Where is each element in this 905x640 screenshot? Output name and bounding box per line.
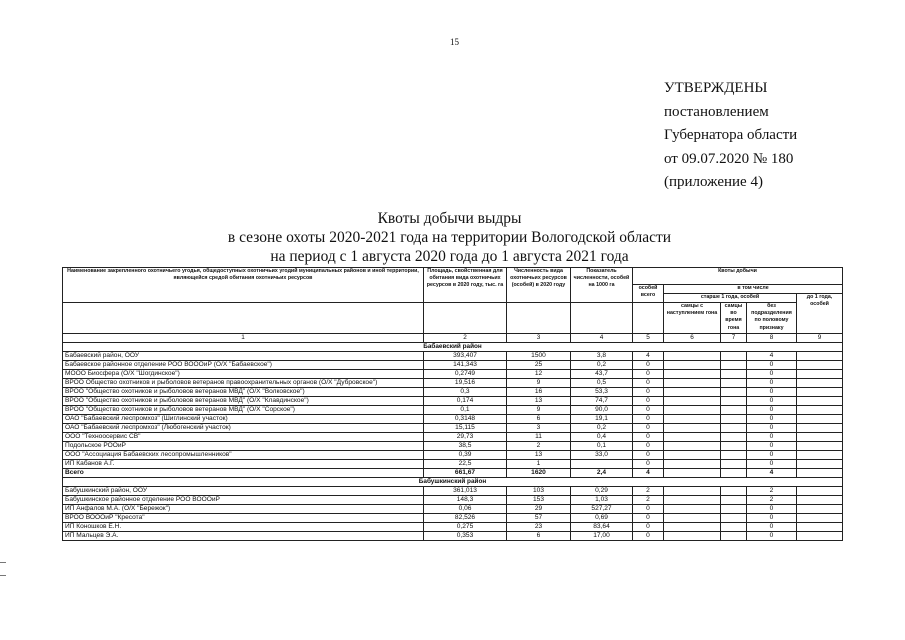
table-cell: ИП Кабанов А.Г. [63, 460, 424, 469]
section-title: Бабушкинский район [63, 478, 843, 487]
table-cell: 0 [747, 451, 797, 460]
table-cell [664, 442, 721, 451]
header-quota: Квоты добычи [633, 268, 843, 285]
table-cell [721, 523, 747, 532]
table-cell: ООО "Ассоциация Бабаевских лесопромышленников" [63, 451, 424, 460]
column-numbers-row [63, 334, 843, 343]
table-cell: 29 [507, 505, 571, 514]
table-cell: ВРОО "Общество охотников и рыболовов ветеранов МВД" (О/Х "Сорское") [63, 406, 424, 415]
table-cell: 393,407 [424, 352, 507, 361]
header-males-rut: самцы с наступлением гона [664, 303, 721, 334]
table-cell: 0 [747, 460, 797, 469]
table-cell [664, 352, 721, 361]
table-cell [664, 496, 721, 505]
table-cell [664, 460, 721, 469]
table-cell: 103 [507, 487, 571, 496]
table-cell [721, 379, 747, 388]
table-cell [797, 469, 843, 478]
header-no-sex: без подразделения по половому признаку [747, 303, 797, 334]
table-cell: 0,1 [424, 406, 507, 415]
table-cell [797, 406, 843, 415]
table-cell: 0 [633, 514, 664, 523]
table-cell: 0,353 [424, 532, 507, 541]
table-cell [797, 424, 843, 433]
page-number: 15 [450, 37, 459, 47]
table-cell [721, 388, 747, 397]
table-cell: 0 [633, 523, 664, 532]
table-cell: 74,7 [571, 397, 633, 406]
table-cell [721, 433, 747, 442]
approval-line: (приложение 4) [664, 174, 763, 190]
table-cell: ВРОО ВОООиР "Кресота" [63, 514, 424, 523]
table-cell: 0,5 [571, 379, 633, 388]
table-cell [797, 523, 843, 532]
table-cell: 0 [747, 415, 797, 424]
table-cell: 0 [747, 514, 797, 523]
table-cell: ВРОО Общество охотников и рыболовов ветеранов правоохранительных органов (О/Х "Дубровское") [63, 379, 424, 388]
header-density: Показатель численности, особей на 1000 га [571, 268, 633, 303]
table-cell: 43,7 [571, 370, 633, 379]
table-cell [664, 469, 721, 478]
table-cell: Бабушкинский район, ООУ [63, 487, 424, 496]
table-cell: 83,64 [571, 523, 633, 532]
table-cell: 4 [747, 469, 797, 478]
table-cell: 6 [664, 334, 721, 343]
table-cell: ООО "Техноосервис СВ" [63, 433, 424, 442]
table-cell: 0 [633, 406, 664, 415]
table-cell: 0 [633, 451, 664, 460]
table-cell [664, 361, 721, 370]
table-cell [797, 433, 843, 442]
table-row [63, 514, 843, 523]
table-cell [664, 523, 721, 532]
table-cell: 8 [747, 334, 797, 343]
table-cell: 19,1 [571, 415, 633, 424]
table-cell: Бабаевский район, ООУ [63, 352, 424, 361]
table-cell [721, 451, 747, 460]
header-males-season: самцы во время гона [721, 303, 747, 334]
table-cell: 0 [747, 379, 797, 388]
table-cell: 0,1 [571, 442, 633, 451]
approval-line: УТВЕРЖДЕНЫ [664, 80, 768, 96]
table-cell: 0,4 [571, 433, 633, 442]
table-cell: 3,8 [571, 352, 633, 361]
table-row [63, 433, 843, 442]
table-cell: 0 [633, 388, 664, 397]
table-cell [797, 487, 843, 496]
header-population: Численность вида охотничьих ресурсов (особей) в 2020 году [507, 268, 571, 303]
table-cell: ОАО "Бабаевский леспромхоз" (Любогенский участок) [63, 424, 424, 433]
table-cell [664, 415, 721, 424]
table-cell: 6 [507, 415, 571, 424]
table-cell: 17,00 [571, 532, 633, 541]
section-title: Бабаевский район [63, 343, 843, 352]
table-cell [664, 370, 721, 379]
table-cell [721, 361, 747, 370]
table-cell: 23 [507, 523, 571, 532]
table-cell: 0,06 [424, 505, 507, 514]
table-cell [797, 442, 843, 451]
header-older: старше 1 года, особей [664, 294, 797, 303]
table-cell: 0 [747, 532, 797, 541]
table-row [63, 487, 843, 496]
table-row [63, 370, 843, 379]
table-cell [797, 361, 843, 370]
table-row [63, 532, 843, 541]
table-cell: 2 [507, 442, 571, 451]
table-cell [797, 532, 843, 541]
table-cell [664, 487, 721, 496]
table-cell: 2 [424, 334, 507, 343]
table-cell: 3 [507, 334, 571, 343]
approval-block [664, 77, 797, 195]
table-cell: 57 [507, 514, 571, 523]
table-row [63, 451, 843, 460]
table-cell: 1500 [507, 352, 571, 361]
table-cell: МООО Биосфера (О/Х "Шогдинское") [63, 370, 424, 379]
table-cell: 1 [63, 334, 424, 343]
table-cell [664, 433, 721, 442]
table-row [63, 361, 843, 370]
table-cell [721, 415, 747, 424]
table-cell: 38,5 [424, 442, 507, 451]
table-cell [664, 505, 721, 514]
header-total: особей всего [633, 285, 664, 303]
table-cell: 12 [507, 370, 571, 379]
header-row [63, 303, 843, 334]
table-cell: Бабаевское районное отделение РОО ВОООиР (О/Х "Бабаевское") [63, 361, 424, 370]
table-cell: 11 [507, 433, 571, 442]
table-cell [664, 532, 721, 541]
table-cell: 1 [507, 460, 571, 469]
table-cell: 0 [633, 361, 664, 370]
table-cell: 0 [747, 397, 797, 406]
table-cell: 0 [633, 370, 664, 379]
approval-line: от 09.07.2020 № 180 [664, 150, 794, 167]
table-cell [721, 514, 747, 523]
table-cell: ИП Анфалов М.А. (О/Х "Бережок") [63, 505, 424, 514]
header-under1: до 1 года, особей [797, 294, 843, 334]
table-cell [721, 496, 747, 505]
table-cell: Всего [63, 469, 424, 478]
table-cell: 90,0 [571, 406, 633, 415]
header-name: Наименование закрепленного охотничьего угодья, общедоступных охотничьих угодий муниципальных районов и иной территории, являющейся средой обитания охотничьих ресурсов [63, 268, 424, 303]
table-cell: ВРОО "Общество охотников и рыболовов ветеранов МВД" (О/Х "Клавдинское") [63, 397, 424, 406]
table-row [63, 388, 843, 397]
table-cell [664, 424, 721, 433]
table-cell: 0 [633, 532, 664, 541]
table-row [63, 460, 843, 469]
table-row [63, 523, 843, 532]
table-cell: 0 [747, 406, 797, 415]
scan-edge-mark [0, 562, 6, 576]
document-period: на период с 1 августа 2020 года до 1 августа 2021 года [270, 248, 629, 265]
table-cell: 9 [507, 379, 571, 388]
header-row [63, 268, 843, 285]
table-cell [721, 406, 747, 415]
table-cell: 0,69 [571, 514, 633, 523]
table-cell [797, 397, 843, 406]
table-cell: 0 [747, 424, 797, 433]
table-cell: 0 [747, 361, 797, 370]
table-cell: 0,275 [424, 523, 507, 532]
table-cell [797, 460, 843, 469]
quota-table [62, 267, 843, 541]
table-cell: 22,5 [424, 460, 507, 469]
table-cell: 0 [633, 433, 664, 442]
table-cell [797, 496, 843, 505]
table-cell: ВРОО "Общество охотников и рыболовов ветеранов МВД" (О/Х "Волковское") [63, 388, 424, 397]
table-cell [721, 532, 747, 541]
approval-line: постановлением [664, 103, 769, 120]
table-cell [664, 388, 721, 397]
table-row [63, 397, 843, 406]
total-row [63, 469, 843, 478]
table-cell [797, 505, 843, 514]
table-cell: 0 [633, 460, 664, 469]
table-cell [721, 424, 747, 433]
table-cell: 0 [633, 505, 664, 514]
table-cell: 4 [633, 469, 664, 478]
table-cell: 0 [747, 442, 797, 451]
table-cell: 9 [797, 334, 843, 343]
table-cell: Бабушкинское районное отделение РОО ВОООиР [63, 496, 424, 505]
table-cell: 153 [507, 496, 571, 505]
table-row [63, 406, 843, 415]
table-cell: 0 [633, 415, 664, 424]
table-cell: 527,27 [571, 505, 633, 514]
table-cell: 361,013 [424, 487, 507, 496]
table-cell: 661,67 [424, 469, 507, 478]
table-cell [721, 469, 747, 478]
table-cell: 0 [747, 505, 797, 514]
table-cell: 13 [507, 397, 571, 406]
table-cell: 5 [633, 334, 664, 343]
table-cell: 0 [747, 370, 797, 379]
table-cell: 0,174 [424, 397, 507, 406]
table-cell [797, 352, 843, 361]
table-cell: 53,3 [571, 388, 633, 397]
table-cell: 1,03 [571, 496, 633, 505]
table-cell [721, 397, 747, 406]
table-cell: 0 [747, 523, 797, 532]
table-cell [721, 460, 747, 469]
table-row [63, 424, 843, 433]
table-cell: 1620 [507, 469, 571, 478]
table-cell [797, 415, 843, 424]
table-cell: 0 [633, 442, 664, 451]
table-cell: 0 [747, 388, 797, 397]
table-cell [721, 370, 747, 379]
table-cell: 0,2749 [424, 370, 507, 379]
table-cell: 0,2 [571, 424, 633, 433]
table-cell: 0,39 [424, 451, 507, 460]
table-cell: 6 [507, 532, 571, 541]
table-cell: 4 [571, 334, 633, 343]
table-cell: 19,516 [424, 379, 507, 388]
table-cell: ИП Коношков Е.Н. [63, 523, 424, 532]
table-cell [664, 397, 721, 406]
document-subtitle: в сезоне охоты 2020-2021 года на территории Вологодской области [227, 229, 672, 246]
table-cell [664, 379, 721, 388]
table-cell: ОАО "Бабаевский леспромхоз" (Шиглинский участок) [63, 415, 424, 424]
table-cell [721, 487, 747, 496]
table-cell: 16 [507, 388, 571, 397]
table-row [63, 352, 843, 361]
document-title: Квоты добычи выдры [377, 210, 522, 227]
section-row [63, 343, 843, 352]
table-cell: ИП Мальцев Э.А. [63, 532, 424, 541]
table-cell: 0 [633, 397, 664, 406]
table-cell: 2 [633, 496, 664, 505]
table-cell [797, 379, 843, 388]
table-cell: 33,0 [571, 451, 633, 460]
table-row [63, 379, 843, 388]
table-cell [797, 514, 843, 523]
table-cell: 141,343 [424, 361, 507, 370]
table-cell: 3 [507, 424, 571, 433]
table-cell: 2 [633, 487, 664, 496]
table-cell: 13 [507, 451, 571, 460]
table-cell: 29,73 [424, 433, 507, 442]
table-row [63, 496, 843, 505]
approval-line: Губернатора области [664, 127, 798, 143]
table-cell: 9 [507, 406, 571, 415]
table-cell: Подольское РООиР [63, 442, 424, 451]
table-cell: 25 [507, 361, 571, 370]
table-cell [571, 460, 633, 469]
table-cell [797, 451, 843, 460]
table-row [63, 415, 843, 424]
table-cell: 4 [633, 352, 664, 361]
table-cell: 148,3 [424, 496, 507, 505]
table-cell: 0 [747, 433, 797, 442]
table-cell: 2,4 [571, 469, 633, 478]
section-row [63, 478, 843, 487]
table-cell: 0,2 [571, 361, 633, 370]
table-cell: 82,526 [424, 514, 507, 523]
table-row [63, 505, 843, 514]
table-cell: 0 [633, 379, 664, 388]
table-cell [797, 388, 843, 397]
table-cell: 7 [721, 334, 747, 343]
table-cell: 0,3148 [424, 415, 507, 424]
table-cell: 2 [747, 496, 797, 505]
table-cell [721, 442, 747, 451]
table-cell [797, 370, 843, 379]
header-area: Площадь, свойственная для обитания вида охотничьих ресурсов в 2020 году, тыс. га [424, 268, 507, 303]
table-cell [721, 352, 747, 361]
table-cell [664, 451, 721, 460]
header-including: в том числе [664, 285, 843, 294]
table-row [63, 442, 843, 451]
table-cell: 0,3 [424, 388, 507, 397]
table-cell: 4 [747, 352, 797, 361]
table-cell: 0,29 [571, 487, 633, 496]
table-cell [721, 505, 747, 514]
table-cell: 15,115 [424, 424, 507, 433]
table-cell [664, 406, 721, 415]
table-cell [664, 514, 721, 523]
table-cell: 2 [747, 487, 797, 496]
table-cell: 0 [633, 424, 664, 433]
